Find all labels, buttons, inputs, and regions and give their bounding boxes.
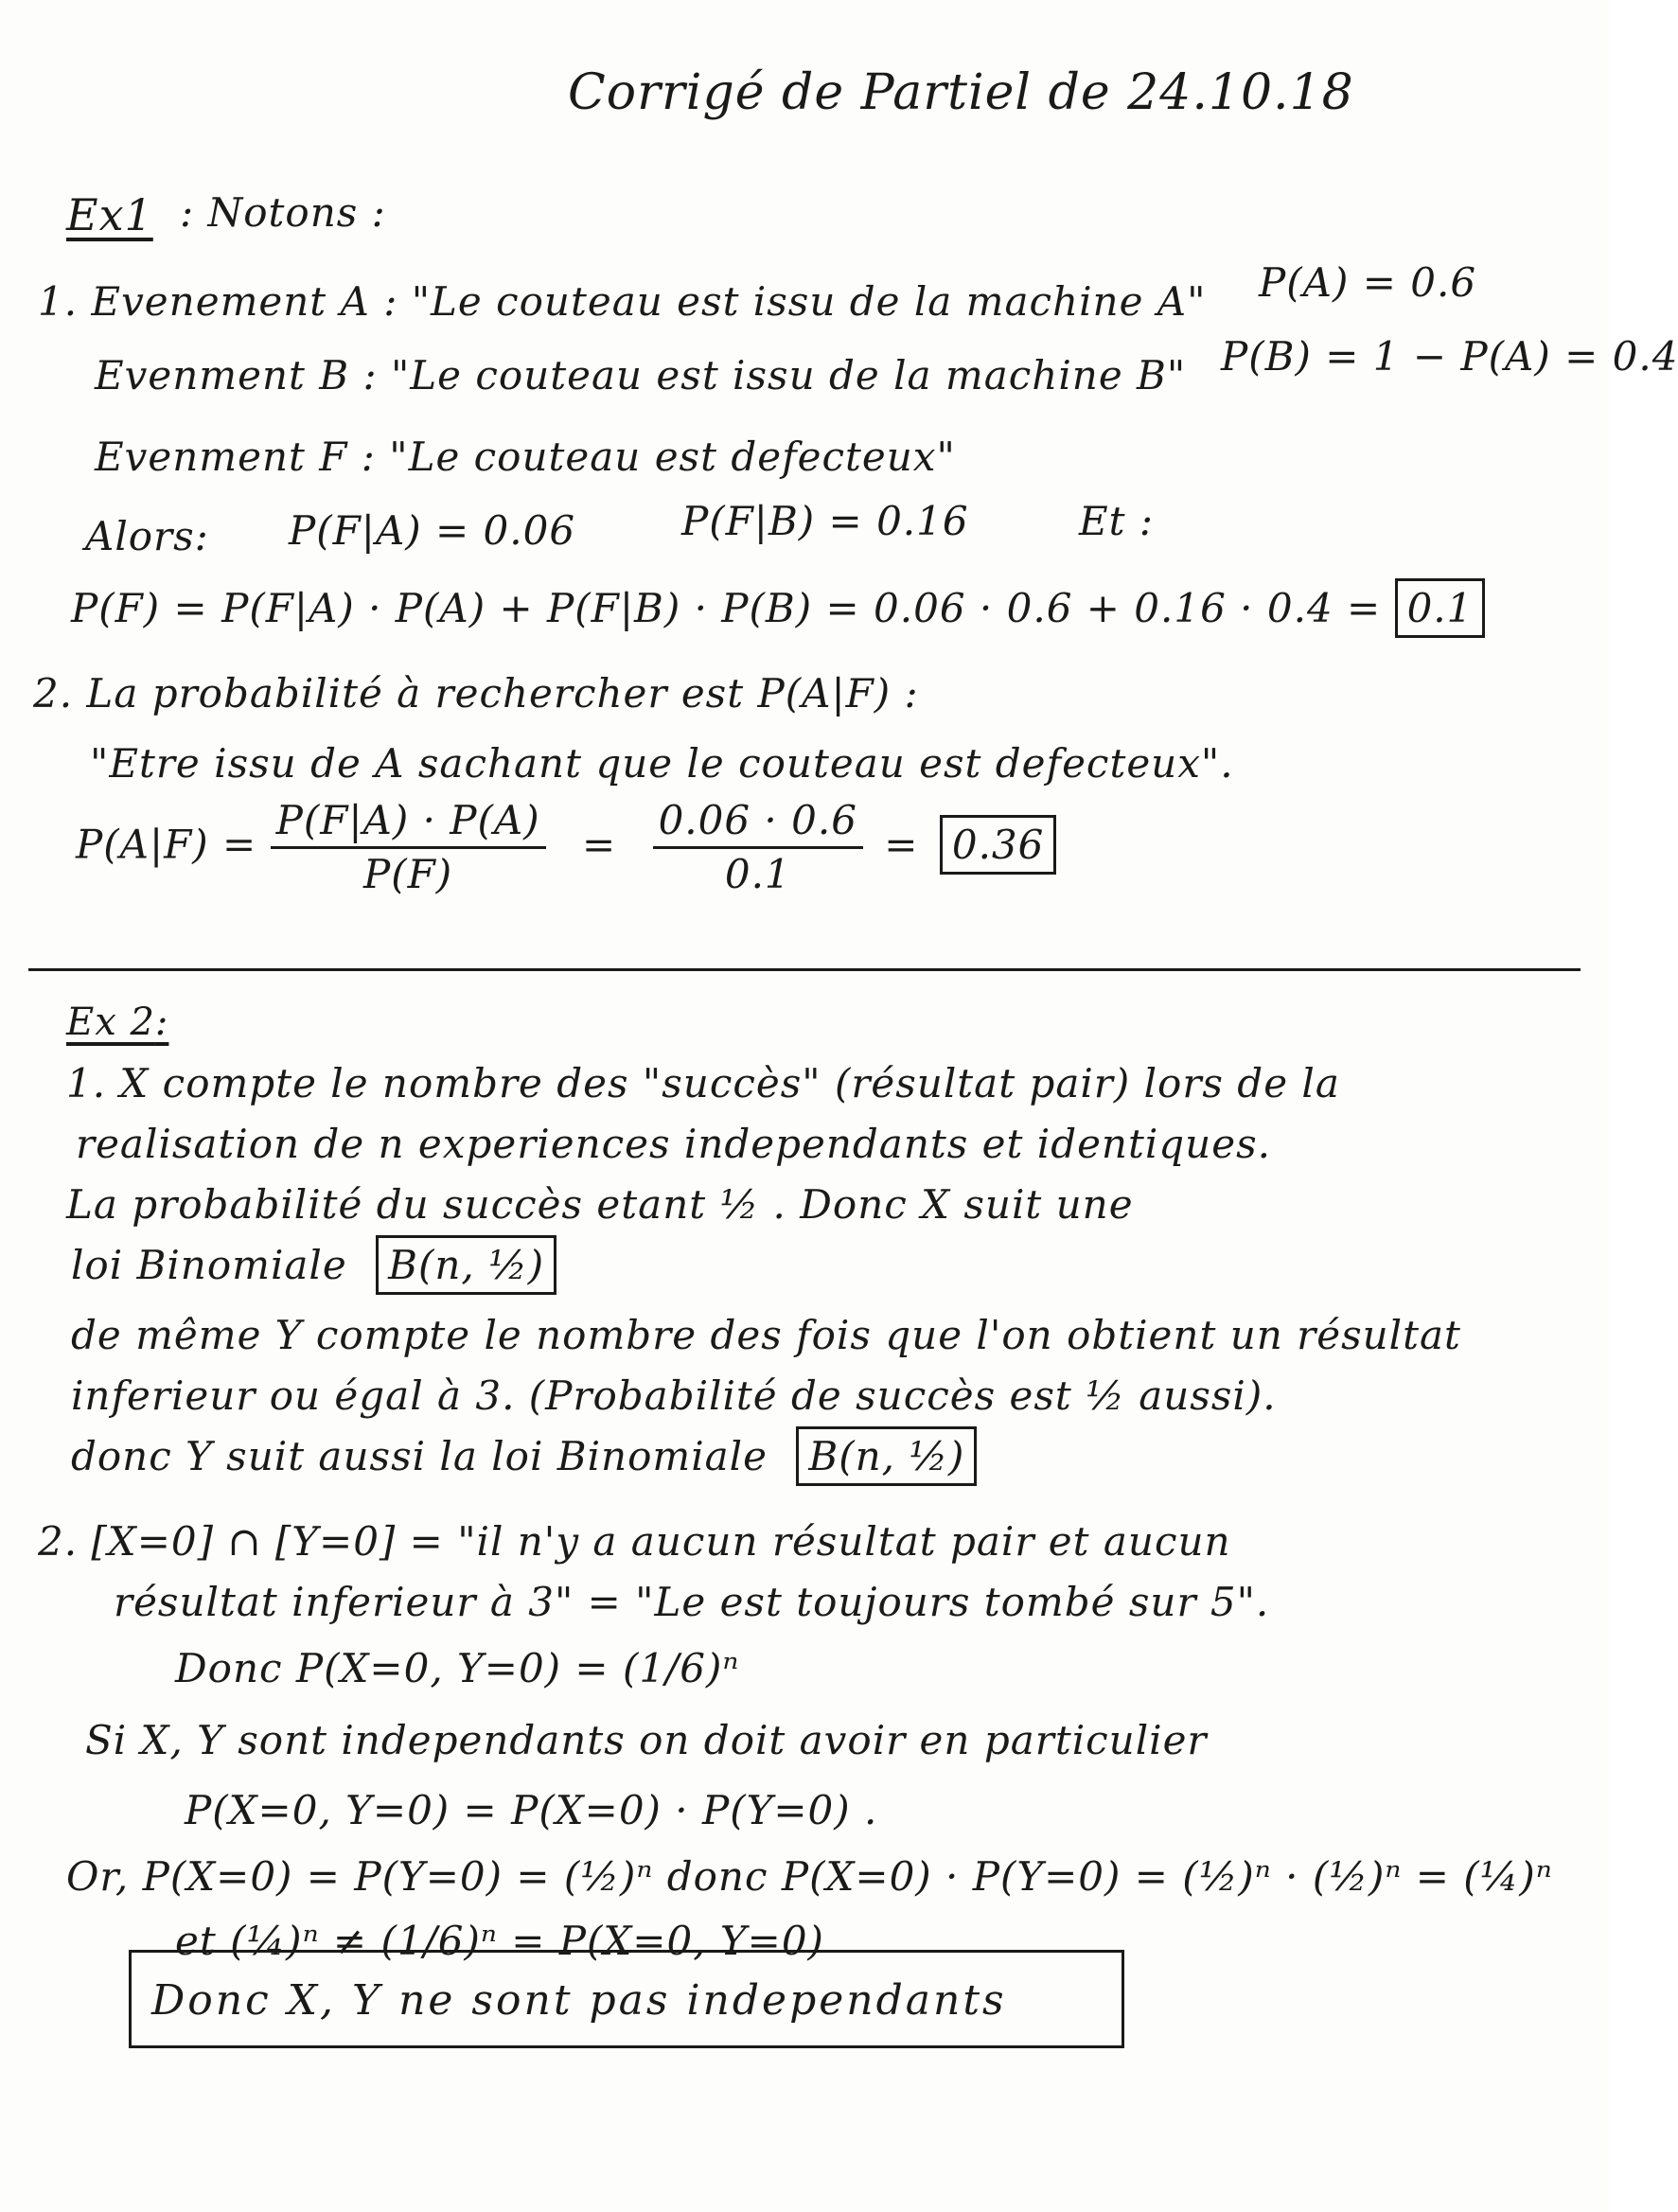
ex2-line-13: Or, P(X=0) = P(Y=0) = (½)ⁿ donc P(X=0) · P(Y=0) = (½)ⁿ · (½)ⁿ = (¼)ⁿ	[66, 1853, 1553, 1900]
ex1-total-probability	[71, 585, 1485, 631]
ex1-bayes-lhs: P(A|F) =	[76, 821, 257, 868]
ex2-line-5: de même Y compte le nombre des fois que l'on obtient un résultat	[71, 1312, 1461, 1358]
ex1-total-probability-result: 0.1	[1395, 578, 1486, 638]
section-divider	[28, 968, 1581, 971]
ex1-bayes-result: 0.36	[940, 815, 1057, 875]
ex1-intro: : Notons :	[180, 189, 386, 236]
ex1-event-b: Evenment B : "Le couteau est issu de la machine B"	[95, 352, 1187, 398]
ex1-prob-b: P(B) = 1 − P(A) = 0.4	[1221, 333, 1678, 380]
ex1-bayes-numeric-denominator: 0.1	[724, 851, 791, 897]
ex1-part2-description: "Etre issu de A sachant que le couteau est defecteux".	[90, 740, 1234, 787]
page-title: Corrigé de Partiel de 24.10.18	[568, 64, 1354, 121]
ex1-event-f: Evenment F : "Le couteau est defecteux"	[95, 434, 956, 480]
ex1-bayes-equals: =	[582, 821, 617, 868]
ex2-heading	[66, 1000, 169, 1044]
ex2-line-10: Donc P(X=0, Y=0) = (1/6)ⁿ	[175, 1645, 740, 1691]
ex2-line-9: résultat inferieur à 3" = "Le est toujours tombé sur 5".	[114, 1579, 1270, 1625]
ex2-binomial-y-box: B(n, ½)	[796, 1426, 977, 1486]
ex1-bayes-denominator: P(F)	[363, 851, 453, 897]
ex1-bayes-fraction	[271, 797, 546, 897]
ex2-conclusion: Donc X, Y ne sont pas independants	[151, 1976, 1007, 2025]
ex1-total-probability-formula: P(F) = P(F|A) · P(A) + P(F|B) · P(B) = 0.06 · 0.6 + 0.16 · 0.4 =	[71, 585, 1382, 631]
ex2-line-6: inferieur ou égal à 3. (Probabilité de succès est ½ aussi).	[71, 1372, 1277, 1419]
ex1-alors: Alors:	[85, 513, 209, 559]
ex1-part2-statement: 2. La probabilité à rechercher est P(A|F) :	[33, 670, 919, 717]
ex2-line-12: P(X=0, Y=0) = P(X=0) · P(Y=0) .	[185, 1787, 878, 1833]
ex2-line-1: 1. X compte le nombre des "succès" (résultat pair) lors de la	[66, 1060, 1340, 1106]
ex1-bayes-numeric-fraction	[653, 797, 863, 897]
ex1-bayes-equals-2: =	[884, 821, 919, 868]
ex2-line-11: Si X, Y sont independants on doit avoir en particulier	[85, 1717, 1208, 1763]
ex1-prob-f-given-a: P(F|A) = 0.06	[289, 507, 576, 554]
ex2-line-8: 2. [X=0] ∩ [Y=0] = "il n'y a aucun résultat pair et aucun	[38, 1518, 1231, 1565]
ex2-binomial-label-x: loi Binomiale	[71, 1242, 347, 1288]
ex1-bayes-numeric-numerator: 0.06 · 0.6	[653, 801, 863, 849]
ex1-et: Et :	[1079, 498, 1155, 544]
ex2-line-7	[71, 1433, 977, 1479]
ex1-bayes-formula	[76, 797, 1056, 897]
ex2-line-2: realisation de n experiences independants et identiques.	[76, 1121, 1271, 1167]
ex2-binomial-x-box: B(n, ½)	[376, 1235, 556, 1295]
ex2-heading-colon: :	[154, 1000, 169, 1044]
ex1-heading: Ex1	[66, 189, 153, 240]
ex1-prob-f-given-b: P(F|B) = 0.16	[681, 498, 969, 544]
ex2-heading-text: Ex 2	[66, 1000, 155, 1044]
ex1-prob-a: P(A) = 0.6	[1259, 259, 1477, 306]
ex2-binomial-label-y: donc Y suit aussi la loi Binomiale	[71, 1433, 768, 1479]
ex1-event-a: 1. Evenement A : "Le couteau est issu de la machine A"	[38, 278, 1207, 325]
ex2-line-4	[71, 1242, 556, 1288]
ex2-line-3: La probabilité du succès etant ½ . Donc X suit une	[66, 1181, 1134, 1228]
ex1-bayes-numerator: P(F|A) · P(A)	[271, 801, 546, 849]
ex2-line-14: et (¼)ⁿ ≠ (1/6)ⁿ = P(X=0, Y=0)	[175, 1918, 824, 1964]
